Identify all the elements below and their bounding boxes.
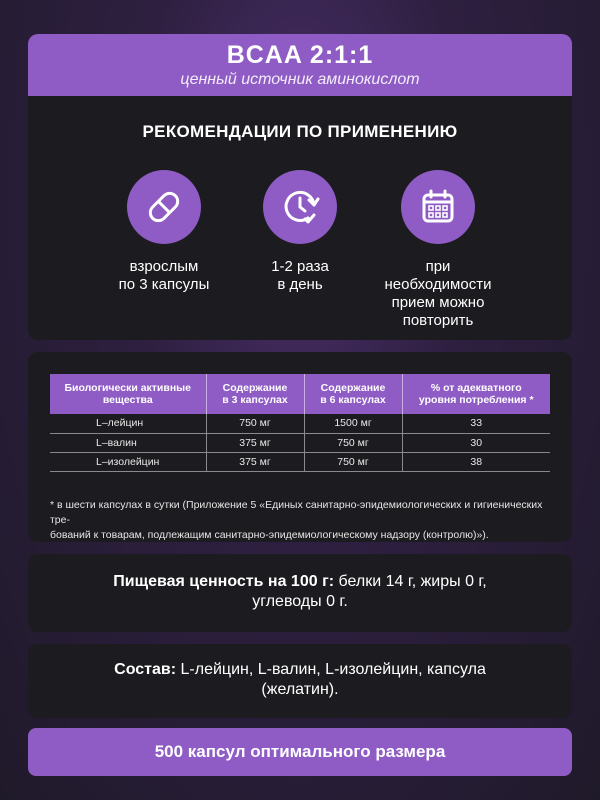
composition-value: (желатин). <box>261 681 339 698</box>
table-row <box>50 414 550 433</box>
table-header-row <box>50 374 550 414</box>
table-footnote <box>50 498 550 543</box>
table-cell: 38 <box>402 452 550 471</box>
product-title: BCAA 2:1:1 <box>226 41 374 69</box>
nutrition-value: углеводы 0 г. <box>252 593 348 610</box>
table-cell: 30 <box>402 433 550 452</box>
header-text: в 6 капсулах <box>320 394 386 406</box>
table-header-cell <box>304 374 402 414</box>
table-header-cell <box>50 374 206 414</box>
footnote-text: бований к товарам, подлежащим санитарно-эпидемиологическому надзору (контролю)»). <box>50 528 489 541</box>
header-text: Содержание <box>320 382 386 394</box>
recommendation-text: в день <box>277 276 323 293</box>
recommendations-card <box>28 34 572 340</box>
capsule-icon <box>127 170 201 244</box>
recommendation-text: повторить <box>402 312 474 329</box>
footnote-text: * в шести капсулах в сутки (Приложение 5 «Единых санитарно-эпидемиологических и гигиенических тре- <box>50 498 543 526</box>
bottom-banner: 500 капсул оптимального размера <box>28 728 572 776</box>
table-cell: 33 <box>402 414 550 433</box>
composition-card <box>28 644 572 718</box>
table-cell: 375 мг <box>206 433 304 452</box>
composition-table-card <box>28 352 572 542</box>
header-text: вещества <box>102 394 153 406</box>
header-band <box>28 34 572 96</box>
table-cell: 1500 мг <box>304 414 402 433</box>
table-cell: L–лейцин <box>50 414 206 433</box>
header-text: Содержание <box>222 382 288 394</box>
recommendation-text: при <box>425 258 451 275</box>
calendar-icon <box>401 170 475 244</box>
header-text: % от адекватного <box>430 382 522 394</box>
recommendations-title: РЕКОМЕНДАЦИИ ПО ПРИМЕНЕНИЮ <box>142 122 458 141</box>
composition-label: Состав: <box>114 661 177 678</box>
table-cell: L–изолейцин <box>50 452 206 471</box>
table-cell: 375 мг <box>206 452 304 471</box>
amino-acid-table <box>50 374 550 472</box>
recommendation-text: по 3 капсулы <box>118 276 210 293</box>
table-row <box>50 433 550 452</box>
recommendation-text: необходимости <box>384 276 492 293</box>
table-cell: 750 мг <box>206 414 304 433</box>
nutrition-label: Пищевая ценность на 100 г: <box>113 573 335 590</box>
recommendation-item <box>220 170 380 294</box>
composition-value: L-лейцин, L-валин, L-изолейцин, капсула <box>176 661 486 678</box>
recommendation-text: взрослым <box>129 258 199 275</box>
table-row <box>50 452 550 471</box>
table-cell: L–валин <box>50 433 206 452</box>
nutrition-card <box>28 554 572 632</box>
recommendation-text: 1-2 раза <box>271 258 329 275</box>
product-subtitle: ценный источник аминокислот <box>180 71 420 88</box>
table-cell: 750 мг <box>304 433 402 452</box>
recommendation-item <box>358 170 518 330</box>
table-header-cell <box>402 374 550 414</box>
nutrition-value: белки 14 г, жиры 0 г, <box>334 573 487 590</box>
clock-refresh-icon <box>263 170 337 244</box>
table-cell: 750 мг <box>304 452 402 471</box>
header-text: Биологически активные <box>64 382 191 394</box>
recommendations-row <box>28 170 572 330</box>
table-header-cell <box>206 374 304 414</box>
header-text: в 3 капсулах <box>222 394 288 406</box>
recommendation-text: прием можно <box>391 294 485 311</box>
header-text: уровня потребления * <box>418 394 534 406</box>
